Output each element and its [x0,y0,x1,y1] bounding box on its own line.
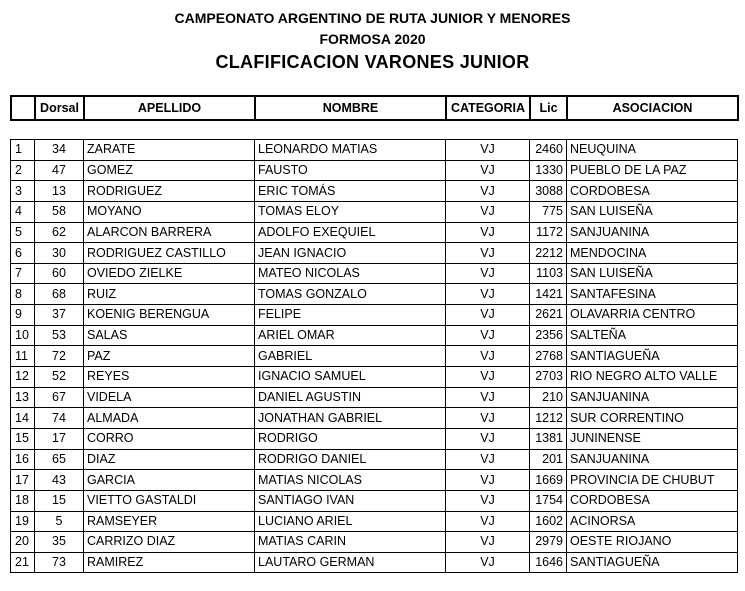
table-row [11,160,738,181]
results-body [11,140,738,573]
cell-lic: 2621 [530,305,567,326]
cell-categoria: VJ [446,346,530,367]
cell-lic: 775 [530,201,567,222]
cell-position: 2 [11,160,35,181]
cell-nombre: ERIC TOMÁS [255,181,446,202]
cell-apellido: RODRIGUEZ [84,181,255,202]
cell-dorsal: 58 [35,201,84,222]
cell-dorsal: 30 [35,243,84,264]
header-row [11,96,738,120]
cell-lic: 1212 [530,408,567,429]
cell-lic: 2212 [530,243,567,264]
cell-nombre: TOMAS ELOY [255,201,446,222]
cell-apellido: ALARCON BARRERA [84,222,255,243]
cell-dorsal: 35 [35,532,84,553]
cell-apellido: PAZ [84,346,255,367]
cell-apellido: RAMIREZ [84,552,255,573]
table-row [11,263,738,284]
cell-apellido: CARRIZO DIAZ [84,532,255,553]
table-row [11,222,738,243]
results-header [10,95,739,121]
cell-position: 4 [11,201,35,222]
cell-apellido: REYES [84,367,255,388]
cell-asociacion: NEUQUINA [567,140,738,161]
cell-dorsal: 65 [35,449,84,470]
cell-asociacion: SANJUANINA [567,449,738,470]
cell-asociacion: OLAVARRIA CENTRO [567,305,738,326]
cell-nombre: JONATHAN GABRIEL [255,408,446,429]
cell-position: 15 [11,428,35,449]
cell-position: 13 [11,387,35,408]
cell-categoria: VJ [446,490,530,511]
cell-asociacion: SALTEÑA [567,325,738,346]
cell-asociacion: CORDOBESA [567,490,738,511]
cell-nombre: FAUSTO [255,160,446,181]
championship-title: CAMPEONATO ARGENTINO DE RUTA JUNIOR Y MENORES [174,10,571,26]
cell-asociacion: SANJUANINA [567,222,738,243]
cell-lic: 2703 [530,367,567,388]
table-row [11,449,738,470]
cell-nombre: IGNACIO SAMUEL [255,367,446,388]
cell-lic: 1103 [530,263,567,284]
table-row [11,346,738,367]
cell-asociacion: SUR CORRENTINO [567,408,738,429]
cell-dorsal: 74 [35,408,84,429]
cell-categoria: VJ [446,532,530,553]
cell-dorsal: 62 [35,222,84,243]
cell-categoria: VJ [446,511,530,532]
table-row [11,490,738,511]
table-row [11,552,738,573]
cell-asociacion: SAN LUISEÑA [567,263,738,284]
cell-position: 8 [11,284,35,305]
cell-position: 7 [11,263,35,284]
cell-nombre: SANTIAGO IVAN [255,490,446,511]
cell-nombre: LUCIANO ARIEL [255,511,446,532]
table-row [11,387,738,408]
cell-dorsal: 53 [35,325,84,346]
cell-lic: 2768 [530,346,567,367]
cell-categoria: VJ [446,243,530,264]
header-position [11,96,35,120]
cell-nombre: MATIAS CARIN [255,532,446,553]
cell-categoria: VJ [446,470,530,491]
cell-dorsal: 60 [35,263,84,284]
event-location-year: FORMOSA 2020 [319,31,426,47]
cell-dorsal: 43 [35,470,84,491]
cell-categoria: VJ [446,305,530,326]
cell-asociacion: RIO NEGRO ALTO VALLE [567,367,738,388]
cell-dorsal: 17 [35,428,84,449]
cell-dorsal: 47 [35,160,84,181]
cell-position: 18 [11,490,35,511]
cell-categoria: VJ [446,428,530,449]
table-row [11,243,738,264]
cell-position: 21 [11,552,35,573]
cell-dorsal: 67 [35,387,84,408]
cell-categoria: VJ [446,449,530,470]
table-row [11,201,738,222]
cell-nombre: TOMAS GONZALO [255,284,446,305]
cell-position: 14 [11,408,35,429]
cell-apellido: VIDELA [84,387,255,408]
cell-asociacion: CORDOBESA [567,181,738,202]
cell-lic: 1754 [530,490,567,511]
cell-categoria: VJ [446,284,530,305]
cell-apellido: RAMSEYER [84,511,255,532]
cell-categoria: VJ [446,552,530,573]
table-row [11,408,738,429]
cell-categoria: VJ [446,181,530,202]
cell-dorsal: 15 [35,490,84,511]
cell-asociacion: PROVINCIA DE CHUBUT [567,470,738,491]
cell-apellido: CORRO [84,428,255,449]
cell-asociacion: SANTIAGUEÑA [567,346,738,367]
cell-nombre: FELIPE [255,305,446,326]
table-row [11,367,738,388]
cell-nombre: MATEO NICOLAS [255,263,446,284]
cell-categoria: VJ [446,367,530,388]
cell-nombre: RODRIGO [255,428,446,449]
cell-lic: 1421 [530,284,567,305]
cell-position: 12 [11,367,35,388]
cell-nombre: LEONARDO MATIAS [255,140,446,161]
cell-asociacion: JUNINENSE [567,428,738,449]
cell-apellido: VIETTO GASTALDI [84,490,255,511]
cell-categoria: VJ [446,263,530,284]
cell-categoria: VJ [446,325,530,346]
cell-position: 16 [11,449,35,470]
cell-nombre: RODRIGO DANIEL [255,449,446,470]
cell-categoria: VJ [446,222,530,243]
table-row [11,181,738,202]
cell-position: 3 [11,181,35,202]
header-asociacion: ASOCIACION [567,96,738,120]
cell-lic: 3088 [530,181,567,202]
header-dorsal: Dorsal [35,96,84,120]
cell-lic: 1330 [530,160,567,181]
cell-position: 17 [11,470,35,491]
table-row [11,511,738,532]
cell-apellido: RUIZ [84,284,255,305]
cell-apellido: DIAZ [84,449,255,470]
table-row [11,532,738,553]
cell-position: 10 [11,325,35,346]
cell-nombre: MATIAS NICOLAS [255,470,446,491]
cell-position: 9 [11,305,35,326]
cell-asociacion: SAN LUISEÑA [567,201,738,222]
cell-nombre: ARIEL OMAR [255,325,446,346]
header-lic: Lic [530,96,567,120]
cell-apellido: KOENIG BERENGUA [84,305,255,326]
cell-lic: 2460 [530,140,567,161]
cell-nombre: JEAN IGNACIO [255,243,446,264]
header-categoria: CATEGORIA [446,96,530,120]
cell-asociacion: ACINORSA [567,511,738,532]
cell-lic: 210 [530,387,567,408]
table-row [11,325,738,346]
cell-lic: 1172 [530,222,567,243]
cell-categoria: VJ [446,160,530,181]
cell-nombre: DANIEL AGUSTIN [255,387,446,408]
header-nombre: NOMBRE [255,96,446,120]
cell-nombre: LAUTARO GERMAN [255,552,446,573]
cell-asociacion: SANJUANINA [567,387,738,408]
cell-position: 19 [11,511,35,532]
cell-apellido: SALAS [84,325,255,346]
cell-lic: 1602 [530,511,567,532]
cell-asociacion: PUEBLO DE LA PAZ [567,160,738,181]
cell-dorsal: 68 [35,284,84,305]
cell-asociacion: MENDOCINA [567,243,738,264]
cell-categoria: VJ [446,201,530,222]
cell-position: 1 [11,140,35,161]
cell-position: 11 [11,346,35,367]
cell-asociacion: SANTIAGUEÑA [567,552,738,573]
cell-apellido: ZARATE [84,140,255,161]
table-row [11,470,738,491]
cell-dorsal: 37 [35,305,84,326]
cell-dorsal: 13 [35,181,84,202]
cell-apellido: MOYANO [84,201,255,222]
cell-apellido: RODRIGUEZ CASTILLO [84,243,255,264]
cell-dorsal: 52 [35,367,84,388]
cell-apellido: GOMEZ [84,160,255,181]
classification-title: CLAFIFICACION VARONES JUNIOR [215,52,530,72]
table-row [11,140,738,161]
table-row [11,428,738,449]
cell-apellido: OVIEDO ZIELKE [84,263,255,284]
cell-lic: 2356 [530,325,567,346]
cell-asociacion: OESTE RIOJANO [567,532,738,553]
cell-lic: 1381 [530,428,567,449]
cell-asociacion: SANTAFESINA [567,284,738,305]
cell-dorsal: 34 [35,140,84,161]
cell-apellido: GARCIA [84,470,255,491]
table-row [11,284,738,305]
cell-lic: 2979 [530,532,567,553]
results-table [10,139,738,573]
cell-apellido: ALMADA [84,408,255,429]
cell-nombre: ADOLFO EXEQUIEL [255,222,446,243]
cell-lic: 1669 [530,470,567,491]
header-apellido: APELLIDO [84,96,255,120]
table-row [11,305,738,326]
cell-position: 6 [11,243,35,264]
cell-lic: 1646 [530,552,567,573]
cell-nombre: GABRIEL [255,346,446,367]
cell-position: 20 [11,532,35,553]
cell-categoria: VJ [446,140,530,161]
cell-lic: 201 [530,449,567,470]
cell-dorsal: 73 [35,552,84,573]
cell-dorsal: 72 [35,346,84,367]
cell-categoria: VJ [446,408,530,429]
cell-position: 5 [11,222,35,243]
cell-categoria: VJ [446,387,530,408]
cell-dorsal: 5 [35,511,84,532]
